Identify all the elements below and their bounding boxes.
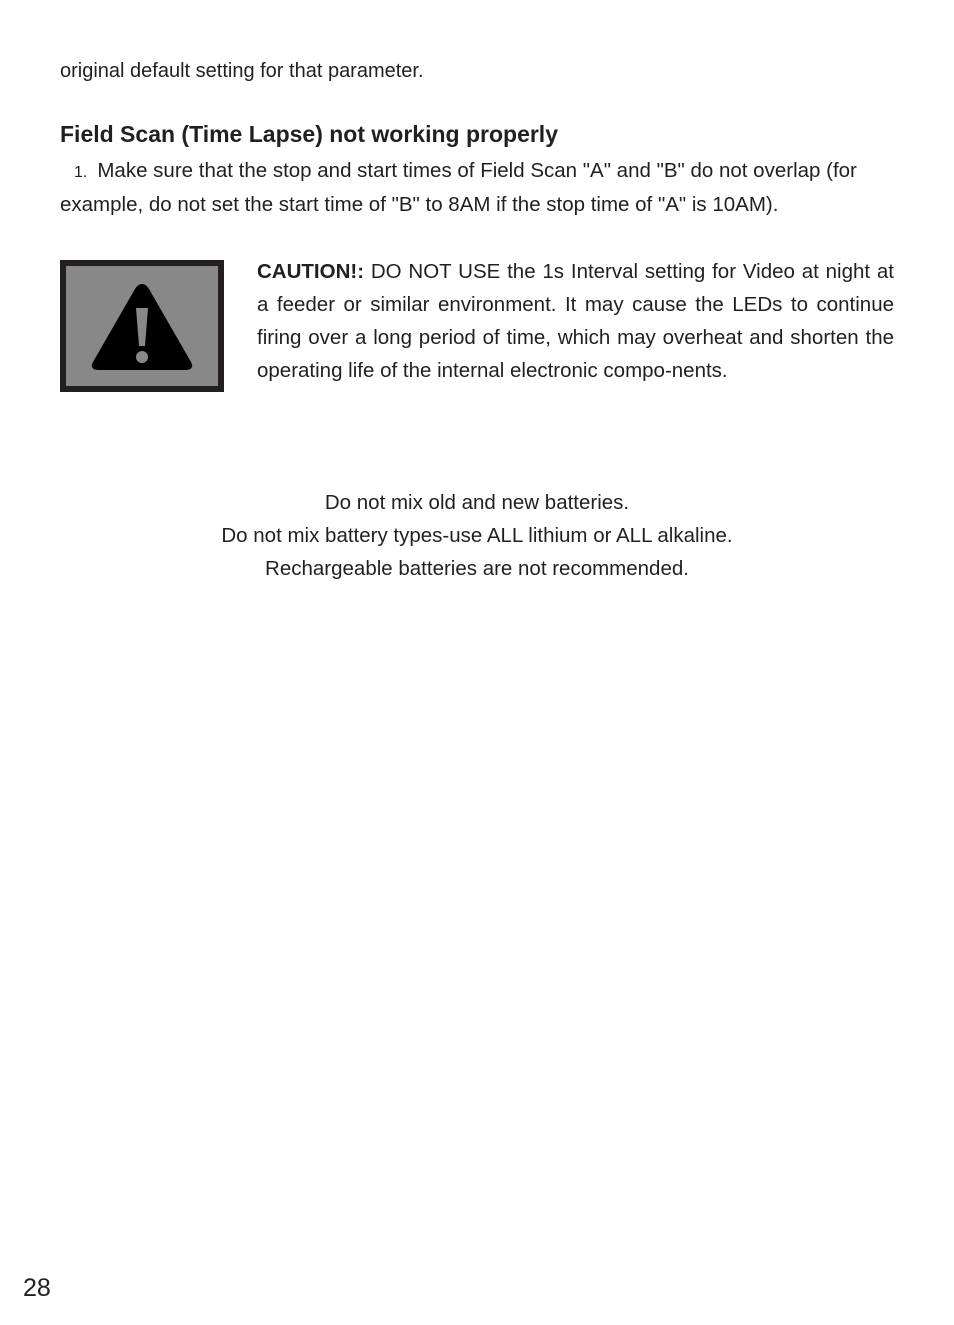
troubleshoot-step — [60, 155, 900, 221]
battery-note: Rechargeable batteries are not recommended. — [265, 557, 689, 580]
battery-notes — [0, 486, 954, 585]
step-text: Make sure that the stop and start times of Field Scan "A" and "B" do not overlap (for example, do not set the start time of "B" to 8AM if the stop time of "A" is 10AM). — [60, 159, 857, 216]
intro-text: original default setting for that parameter. — [60, 60, 424, 82]
section-heading: Field Scan (Time Lapse) not working properly — [60, 121, 558, 147]
caution-body: DO NOT USE the 1s Interval setting for Video at night at a feeder or similar environment. It may cause the LEDs to continue firing over a long period of time, which may overheat and shorten the operating life of the internal electronic compo-nents. — [257, 260, 894, 382]
battery-note: Do not mix old and new batteries. — [324, 491, 630, 514]
step-number: 1. — [74, 164, 88, 181]
caution-icon-background — [66, 266, 218, 386]
warning-triangle-icon — [87, 278, 197, 374]
caution-label: CAUTION!: — [257, 260, 365, 283]
battery-note: Do not mix battery types-use ALL lithium or ALL alkaline. — [221, 524, 733, 547]
page-number: 28 — [23, 1274, 51, 1302]
caution-icon-box — [60, 260, 224, 392]
caution-text — [257, 255, 894, 387]
